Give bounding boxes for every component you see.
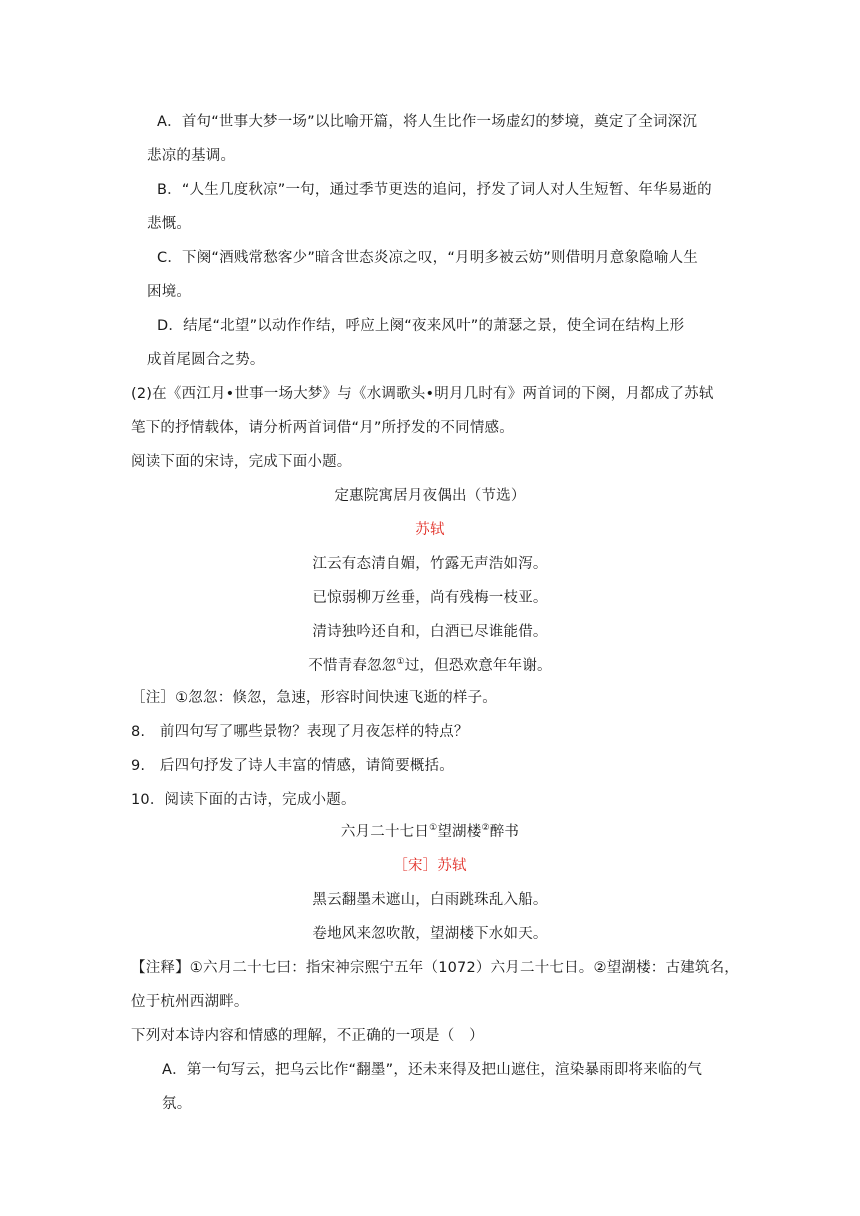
footnote-marker-1: ① [429, 823, 438, 833]
poem2-line2: 卷地风来忽吹散，望湖楼下水如天。 [312, 926, 548, 942]
poem2-title-b: 望湖楼 [437, 824, 482, 840]
question-2-line2: 笔下的抒情载体，请分析两首词借“月”所抒发的不同情感。 [131, 420, 514, 436]
poem1-line4-b: 过，但恐欢意年年谢。 [404, 658, 552, 674]
poem2-note-line2: 位于杭州西湖畔。 [131, 994, 249, 1010]
option-d-line2: 成首尾圆合之势。 [147, 352, 265, 368]
q10-option-a-line2: 氛。 [162, 1096, 192, 1112]
footnote-marker: ① [396, 657, 405, 667]
poem1-line2: 已惊弱柳万丝垂，尚有残梅一枝亚。 [312, 590, 548, 606]
question-10-prompt: 下列对本诗内容和情感的理解，不正确的一项是（ ） [131, 1028, 484, 1044]
q10-option-a-line1: A．第一句写云，把乌云比作“翻墨”，还未来得及把山遮住，渲染暴雨即将来临的气 [162, 1062, 703, 1078]
footnote-marker-2: ② [481, 823, 490, 833]
poem1-line4 [0, 656, 860, 676]
poem1-note: ［注］①忽忽：倏忽，急速，形容时间快速飞逝的样子。 [131, 690, 497, 706]
poem2-note-line1: 【注释】①六月二十七曰：指宋神宗熙宁五年（1072）六月二十七日。②望湖楼：古建筑名， [131, 960, 739, 976]
poem1-title: 定惠院寓居月夜偶出（节选） [334, 488, 526, 504]
poem2-title-a: 六月二十七日 [340, 824, 430, 840]
question-9: 9. 后四句抒发了诗人丰富的情感，请简要概括。 [131, 758, 454, 774]
poem1-line4-a: 不惜青春忽忽 [308, 658, 397, 674]
poem1-line1: 江云有态清自媚，竹露无声浩如泻。 [312, 556, 548, 572]
option-a-line2: 悲凉的基调。 [147, 148, 236, 164]
option-a-line1: A．首句“世事大梦一场”以比喻开篇，将人生比作一场虚幻的梦境，奠定了全词深沉 [157, 114, 698, 130]
option-d-line1: D．结尾“北望”以动作作结，呼应上阕“夜来风叶”的萧瑟之景，使全词在结构上形 [157, 318, 685, 334]
poem1-line3: 清诗独吟还自和，白酒已尽谁能借。 [312, 624, 548, 640]
option-c-line1: C．下阕“酒贱常愁客少”暗含世态炎凉之叹，“月明多被云妨”则借明月意象隐喻人生 [157, 250, 698, 266]
poem2-line1: 黑云翻墨未遮山，白雨跳珠乱入船。 [312, 892, 548, 908]
question-8: 8. 前四句写了哪些景物？表现了月夜怎样的特点？ [131, 724, 469, 740]
poem2-author: ［宋］苏轼 [393, 858, 467, 874]
option-b-line1: B．“人生几度秋凉”一句，通过季节更迭的追问，抒发了词人对人生短暂、年华易逝的 [157, 182, 712, 198]
question-2-line1: (2)在《西江月•世事一场大梦》与《水调歌头•明月几时有》两首词的下阕，月都成了苏轼 [131, 386, 714, 402]
poem2-title [0, 822, 860, 842]
option-b-line2: 悲慨。 [147, 216, 192, 232]
question-10: 10．阅读下面的古诗，完成小题。 [131, 792, 356, 808]
poem1-author: 苏轼 [415, 522, 445, 538]
poem2-title-c: 醉书 [489, 824, 520, 840]
reading-intro-1: 阅读下面的宋诗，完成下面小题。 [131, 454, 352, 470]
option-c-line2: 困境。 [147, 284, 192, 300]
